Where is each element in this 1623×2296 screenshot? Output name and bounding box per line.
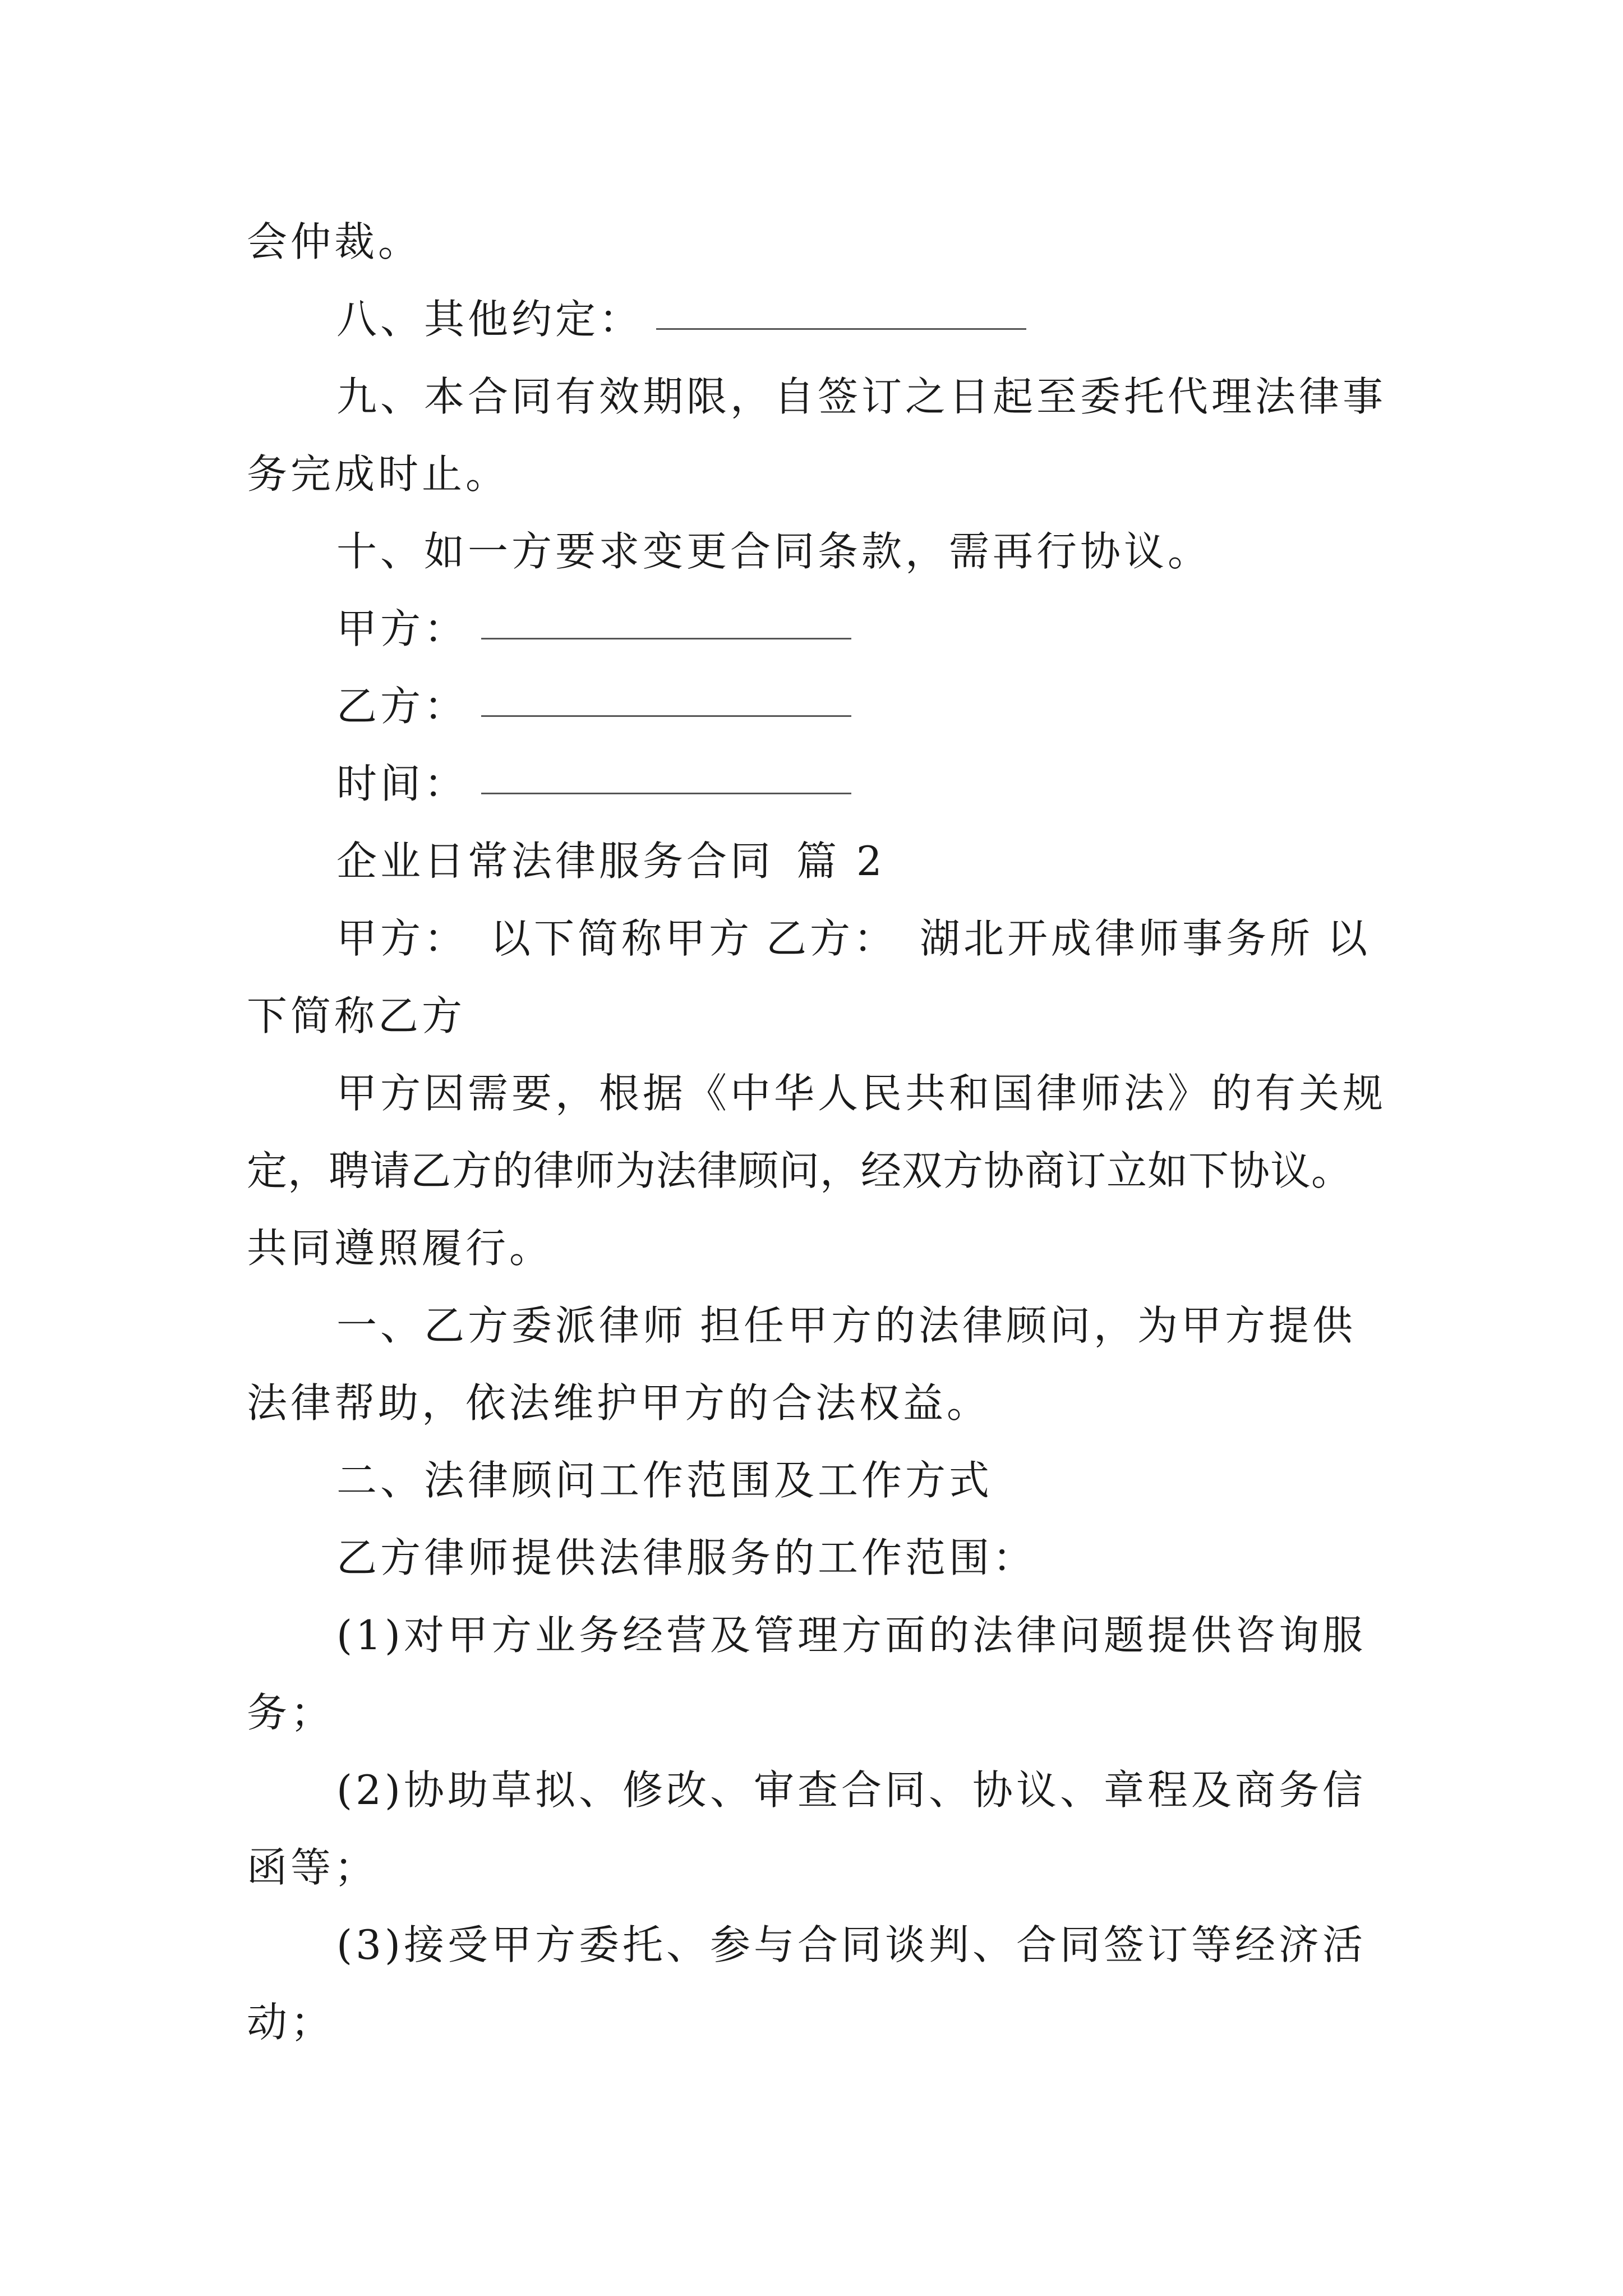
heading-text: 企业日常法律服务合同 <box>336 838 774 885</box>
line-text: 二、法律顾问工作范围及工作方式 <box>336 1457 993 1504</box>
line-text: 一、乙方委派律师 <box>336 1302 687 1349</box>
preamble-line <box>247 1055 1391 1132</box>
scope-item-1 <box>247 1596 1391 1674</box>
heading-number: 篇 2 <box>796 838 886 885</box>
line-text: 定，聘请乙方的律师为法律顾问，经双方协商订立如下协议。 <box>247 1147 1353 1194</box>
scope-item-3 <box>247 1906 1391 1984</box>
text-line <box>247 1364 1391 1442</box>
signature-party-a <box>247 590 1391 668</box>
text-line <box>247 1132 1391 1209</box>
line-text: (3)接受甲方委托、参与合同谈判、合同签订等经济活 <box>336 1921 1366 1968</box>
line-text: 九、本合同有效期限，自签订之日起至委托代理法律事 <box>336 373 1387 420</box>
fill-in-blank <box>481 715 851 717</box>
clause-validity <box>247 358 1391 435</box>
scope-item-2 <box>247 1751 1391 1829</box>
line-text: 时间： <box>336 760 468 807</box>
text-line <box>247 1674 1391 1751</box>
line-text: 乙方： <box>336 683 468 730</box>
line-text: 务完成时止。 <box>247 450 510 498</box>
line-text: 共同遵照履行。 <box>247 1225 554 1272</box>
signature-date <box>247 745 1391 822</box>
line-text: 务； <box>247 1689 335 1736</box>
text-line <box>247 435 1391 513</box>
line-text: 十、如一方要求变更合同条款，需再行协议。 <box>336 528 1212 575</box>
fill-in-blank <box>656 328 1026 330</box>
line-text: 会仲裁。 <box>247 218 422 265</box>
line-text: 法律帮助，依法维护甲方的合法权益。 <box>247 1379 991 1427</box>
document-body <box>247 203 1391 2061</box>
line-text: (2)协助草拟、修改、审查合同、协议、章程及商务信 <box>336 1766 1366 1814</box>
scope-intro <box>247 1519 1391 1596</box>
line-text: 担任甲方的法律顾问，为甲方提供 <box>700 1302 1357 1349</box>
text-line <box>247 1984 1391 2061</box>
text-line <box>247 1829 1391 1906</box>
clause-amendment <box>247 513 1391 590</box>
fill-in-blank <box>481 793 851 794</box>
text-line <box>247 977 1391 1055</box>
parties-line <box>247 900 1391 977</box>
line-text: 甲方： <box>336 915 468 962</box>
line-text: 八、其他约定： <box>336 296 643 343</box>
line-text: 甲方： <box>336 605 468 652</box>
line-text: 甲方因需要，根据《中华人民共和国律师法》的有关规 <box>336 1070 1387 1117</box>
clause-one <box>247 1287 1391 1364</box>
line-text: 以 <box>1327 915 1371 962</box>
clause-two <box>247 1442 1391 1519</box>
line-text: 以下简称甲方 <box>490 915 753 962</box>
text-line <box>247 203 1391 280</box>
fill-in-blank <box>481 638 851 639</box>
line-text: 下简称乙方 <box>247 992 466 1039</box>
section-heading <box>247 822 1391 900</box>
line-text: 函等； <box>247 1844 379 1891</box>
signature-party-b <box>247 668 1391 745</box>
line-text: 动； <box>247 1999 335 2046</box>
line-text: 乙方律师提供法律服务的工作范围： <box>336 1534 1037 1581</box>
clause-other-agreements <box>247 280 1391 358</box>
line-text: 乙方： <box>766 915 898 962</box>
line-text: 湖北开成律师事务所 <box>920 915 1314 962</box>
text-line <box>247 1209 1391 1287</box>
line-text: (1)对甲方业务经营及管理方面的法律问题提供咨询服 <box>336 1612 1366 1659</box>
